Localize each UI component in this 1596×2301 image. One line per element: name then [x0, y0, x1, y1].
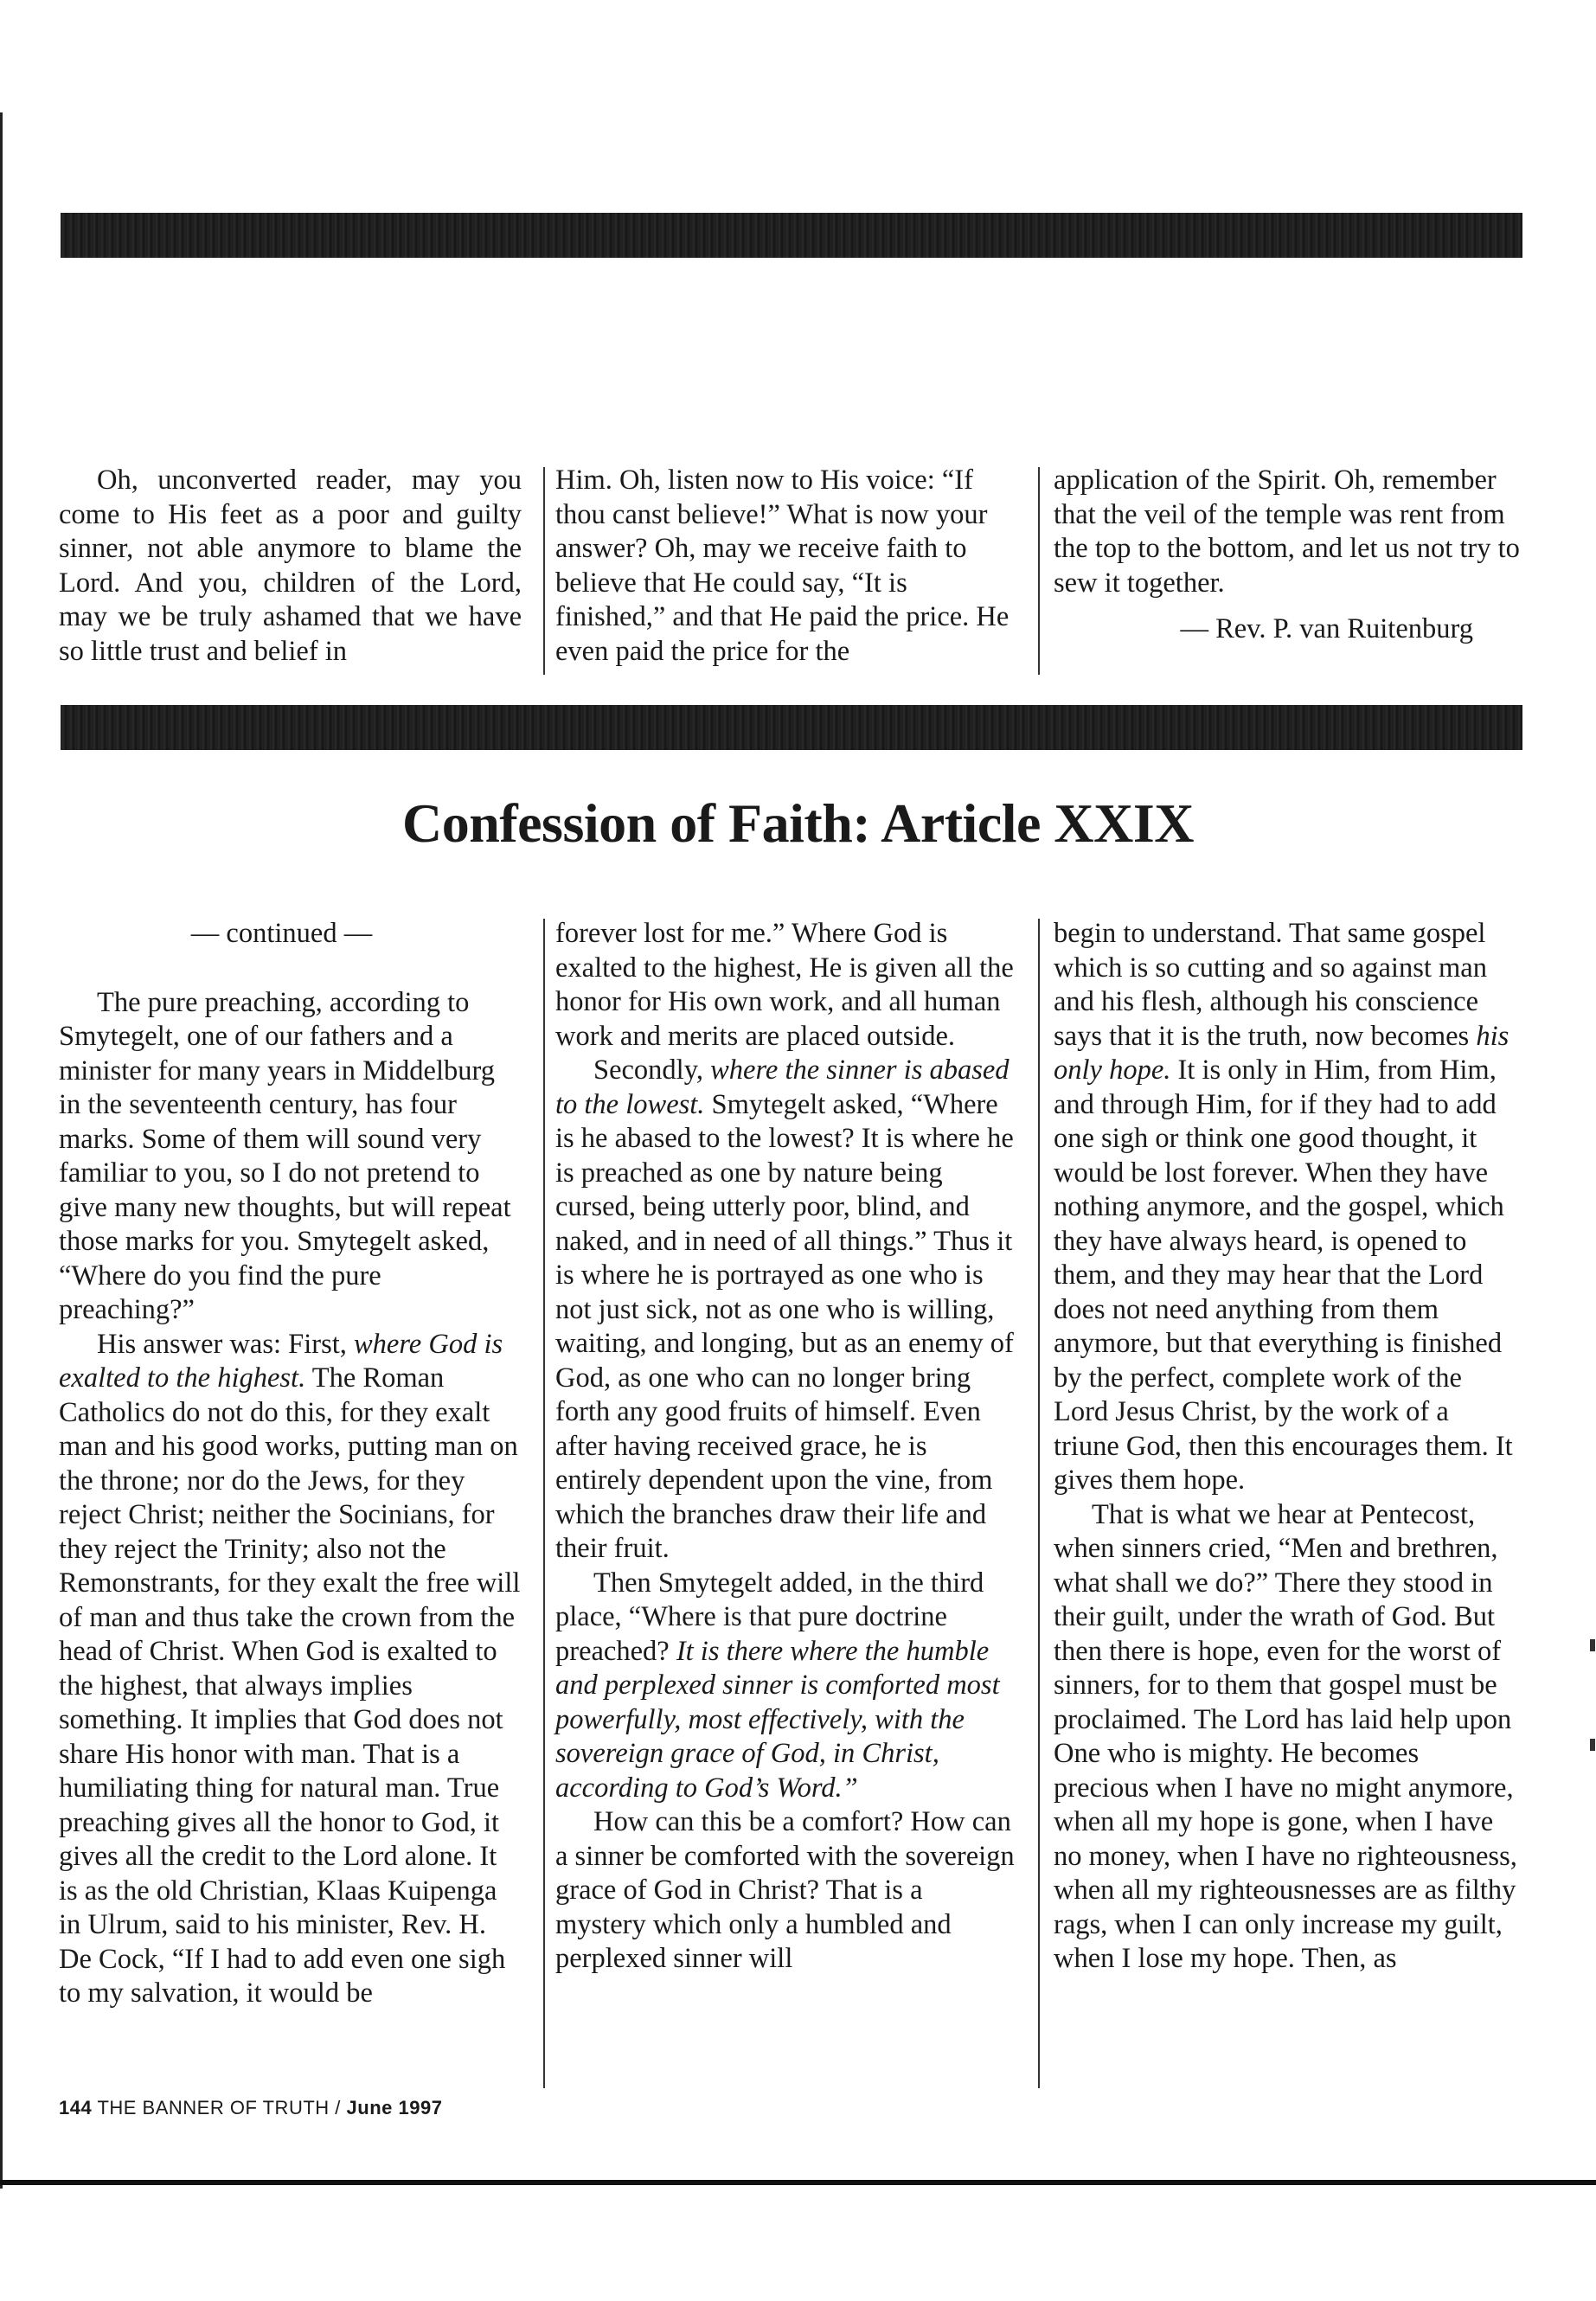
prev-article-column-2	[555, 464, 1018, 669]
emphasis-text: where the sinner is abased to the lowest.	[555, 1054, 1010, 1120]
emphasis-text: It is there where the humble and perplexed sinner is comforted most powerfully, most effectively, with the sovereign grace of God, in Christ, according to God’s Word.”	[555, 1635, 1000, 1804]
author-signature: — Rev. P. van Ruitenburg	[1180, 613, 1473, 644]
article-column-1	[59, 917, 522, 2011]
column-divider	[1038, 919, 1040, 2088]
column-divider	[543, 919, 545, 2088]
scan-edge-mark	[1590, 1739, 1595, 1751]
page-number: 144	[59, 2097, 93, 2118]
article-paragraph: The pure preaching, according to Smytegelt, one of our fathers and a minister for many years in Middelburg in the seventeenth century, has four marks. Some of them will sound very familiar to you, so I do not pretend to give many new thoughts, but will repeat those marks for you. Smytegelt asked, “Where do you find the pure preaching?”	[59, 986, 511, 1325]
prev-article-column-1	[59, 464, 522, 669]
scan-edge-mark	[1590, 1639, 1595, 1651]
column-divider	[1038, 467, 1040, 675]
article-paragraph: Secondly, where the sinner is abased to the lowest. Smytegelt asked, “Where is he abased to the lowest? It is where he is preached as one by nature being cursed, being utterly poor, blind, and naked, and in need of all things.” Thus it is where he is portrayed as one who is not just sick, not as one who is willing, waiting, and longing, but as an enemy of God, as one who can no longer bring forth any good fruits of himself. Even after having received grace, he is entirely dependent upon the vine, from which the branches draw their life and their fruit.	[555, 1054, 1014, 1564]
prev-article-column-3	[1054, 464, 1521, 647]
top-black-banner	[61, 213, 1522, 258]
issue-date: June 1997	[346, 2097, 443, 2118]
middle-black-banner	[61, 705, 1522, 750]
article-paragraph: How can this be a comfort? How can a sinner be comforted with the sovereign grace of God in Christ? That is a mystery which only a humbled and perplexed sinner will	[555, 1806, 1015, 1974]
article-paragraph: begin to understand. That same gospel which is so cutting and so against man and his flesh, although his conscience says that it is the truth, now becomes his only hope. It is only in Him, from Him, and through Him, for if they had to add one sigh or think one good thought, it would be lost forever. When they have nothing anymore, and the gospel, which they have always heard, is opened to them, and they may hear that the Lord does not need anything from them anymore, but that everything is finished by the perfect, complete work of the Lord Jesus Christ, by the work of a triune God, then this encourages them. It gives them hope.	[1054, 918, 1513, 1496]
article-paragraph: Then Smytegelt added, in the third place, “Where is that pure doctrine preached? It is there where the humble and perplexed sinner is comforted most powerfully, most effectively, with the sovereign grace of God, in Christ, according to God’s Word.”	[555, 1567, 1000, 1804]
page-footer	[59, 2097, 442, 2119]
article-paragraph: That is what we hear at Pentecost, when sinners cried, “Men and brethren, what shall we do?” There they stood in their guilt, under the wrath of God. But then there is hope, even for the worst of sinners, for to them that gospel must be proclaimed. The Lord has laid help upon One who is mighty. He becomes precious when I have no might anymore, when all my hope is gone, when I have no money, when I have no righteousness, when all my righteousnesses are as filthy rags, when I can only increase my guilt, when I lose my hope. Then, as	[1054, 1498, 1517, 1974]
continued-label: — continued —	[190, 918, 373, 949]
article-paragraph: His answer was: First, where God is exalted to the highest. The Roman Catholics do not do this, for they exalt man and his good works, putting man on the throne; nor do the Jews, for they reject Christ; neither the Socinians, for they reject the Trinity; also not the Remonstrants, for they exalt the free will of man and thus take the crown from the head of Christ. When God is exalted to the highest, that always implies something. It implies that God does not share His honor with man. That is a humiliating thing for natural man. True preaching gives all the honor to God, it gives all the credit to the Lord alone. It is as the old Christian, Klaas Kuipenga in Ulrum, said to his minister, Rev. H. De Cock, “If I had to add even one sigh to my salvation, it would be	[59, 1328, 521, 2009]
bottom-edge-rule	[0, 2180, 1596, 2185]
prev-article-paragraph: application of the Spirit. Oh, remember that the veil of the temple was rent from the top to the bottom, and let us not try to sew it together.	[1054, 465, 1520, 599]
article-column-2	[555, 917, 1018, 1977]
emphasis-text: his only hope.	[1054, 1020, 1509, 1086]
left-edge-rule	[0, 112, 3, 2189]
emphasis-text: where God is exalted to the highest.	[59, 1328, 503, 1394]
article-column-3	[1054, 917, 1521, 1977]
prev-article-paragraph: Him. Oh, listen now to His voice: “If thou canst believe!” What is now your answer? Oh, may we receive faith to believe that He could say, “It is finished,” and that He paid the price. He even paid the price for the	[555, 465, 1010, 667]
footer-separator: /	[335, 2097, 341, 2118]
column-divider	[543, 467, 545, 675]
prev-article-paragraph: Oh, unconverted reader, may you come to His feet as a poor and guilty sinner, not able anymore to blame the Lord. And you, children of the Lord, may we be truly ashamed that we have so little trust and belief in	[59, 465, 522, 667]
publication-name: THE BANNER OF TRUTH	[97, 2097, 330, 2118]
article-title: Confession of Faith: Article XXIX	[402, 792, 1194, 854]
article-paragraph: forever lost for me.” Where God is exalted to the highest, He is given all the honor for His own work, and all human work and merits are placed outside.	[555, 918, 1014, 1052]
